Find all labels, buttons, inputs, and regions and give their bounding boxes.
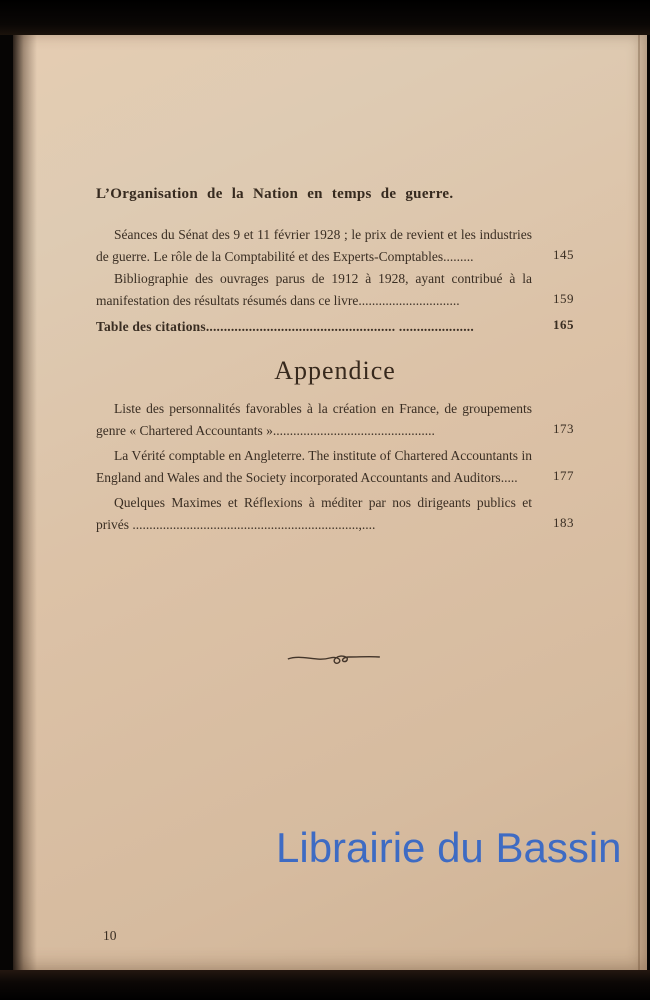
appendix-heading: Appendice [274, 356, 396, 385]
toc-entry-text: Séances du Sénat des 9 et 11 février 1928 ; le prix de revient et les industries de guerre. Le rôle de la Comptabilité et des Experts-Comptables......... [96, 227, 532, 264]
page-ref: 173 [553, 421, 574, 436]
page-number: 10 [103, 928, 117, 943]
decorative-flourish [286, 647, 382, 669]
page-ref: 159 [553, 291, 574, 306]
toc-entry-text: Quelques Maximes et Réflexions à méditer par nos dirigeants publics et privés ...................................................................,.... [96, 495, 532, 532]
toc-entry [96, 268, 574, 312]
toc-entry-text: Bibliographie des ouvrages parus de 1912 à 1928, ayant contribué à la manifestation des résultats résumés dans ce livre.............................. [96, 271, 532, 308]
toc-entry-text: Table des citations..................................................... ..................... [96, 319, 474, 334]
page-ref: 177 [553, 468, 574, 483]
toc-entry [96, 398, 574, 442]
book-page [13, 35, 647, 971]
page-ref: 145 [553, 247, 574, 262]
page-ref: 165 [553, 317, 574, 332]
photo-bottom-edge [0, 970, 650, 1000]
toc-entry [96, 492, 574, 536]
toc-entry-text: Liste des personnalités favorables à la création en France, de groupements genre « Chartered Accountants »................................................ [96, 401, 532, 438]
chapter-header: L’Organisation de la Nation en temps de guerre. [96, 186, 454, 202]
table-of-contents [96, 183, 574, 536]
page-ref: 183 [553, 515, 574, 530]
toc-entry [96, 316, 574, 338]
toc-entry [96, 224, 574, 268]
toc-entry-text: La Vérité comptable en Angleterre. The institute of Chartered Accountants in England and Wales and the Society incorporated Accountants and Auditors..... [96, 448, 532, 485]
photo-top-edge [0, 0, 650, 35]
toc-entry [96, 445, 574, 489]
watermark-text: Librairie du Bassin [276, 824, 622, 871]
